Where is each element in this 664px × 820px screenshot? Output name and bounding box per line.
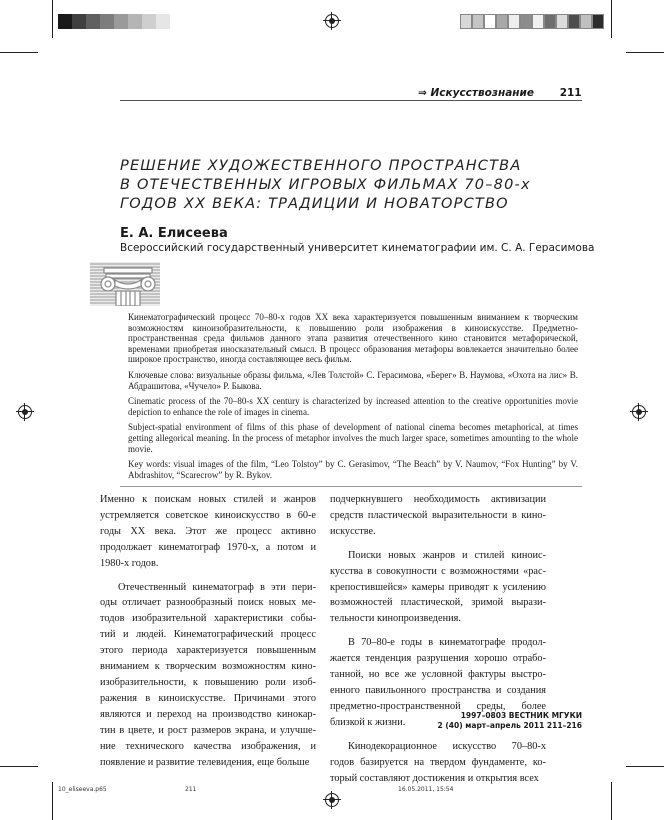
title-line: В ОТЕЧЕСТВЕННЫХ ИГРОВЫХ ФИЛЬМАХ 70–80-х (120, 177, 531, 193)
text-line: предметно-пространственной среды, более (330, 700, 546, 712)
text-line: появление и развитие телевидения, еще больше (100, 756, 310, 768)
text-line: енного павильонного пространства и создания (330, 684, 546, 696)
page-number: 211 (559, 87, 582, 99)
body-column-left (100, 492, 316, 770)
text-line: искусстве. (330, 525, 376, 537)
text-line: Поиски новых жанров и стилей киноис- (348, 549, 546, 561)
arrow-icon: ⇒ (418, 87, 427, 99)
text-line: годы XX века. Этот же процесс активно (100, 525, 316, 537)
text-line: Отечественный кинематограф в эти пери- (118, 581, 316, 593)
text-line: близкой к жизни. (330, 716, 406, 728)
text-line: торый составляют достижения и открытия всех (330, 772, 539, 784)
color-swatch (544, 14, 556, 29)
text-line: вниманием к творческим возможностям кино- (100, 661, 316, 673)
text-line: крепостившейся» камеры приводят к усилению (330, 581, 546, 593)
author-name: Е. А. Елисеева (120, 226, 228, 241)
text-line: жается тенденция разрушения хорошо отрабо- (330, 653, 546, 665)
text-line: ражения в киноискусстве. Причинами этого (100, 692, 316, 704)
text-line: оды отличает разнообразный поиск новых ме- (100, 597, 316, 609)
color-swatch (72, 14, 86, 29)
journal-issue: 2 (40) март–апрель 2011 211–216 (437, 721, 582, 730)
text-line: ние технического качества изображения, и (100, 740, 316, 752)
paragraph-gap (330, 731, 546, 739)
color-swatch (114, 14, 128, 29)
text-line: кусства в совокупности с возможностями «рас- (330, 565, 546, 577)
color-swatch (128, 14, 142, 29)
text-line: годов базируется на твердом фундаменте, ко- (330, 756, 546, 768)
journal-footer (438, 711, 582, 731)
article-title (120, 157, 580, 214)
crop-mark (626, 766, 664, 767)
author-affiliation: Всероссийский государственный университет кинематографии им. С. А. Герасимова (120, 242, 595, 254)
color-swatch (556, 14, 568, 29)
crop-mark (52, 0, 53, 38)
registration-mark-icon (325, 14, 339, 28)
color-swatch (532, 14, 544, 29)
color-swatch (568, 14, 580, 29)
text-line: устремляется советское киноискусство в 60-е (100, 509, 316, 521)
section-name: Искусствознание (430, 87, 535, 99)
text-line: средств пластической выразительности в кино- (330, 509, 546, 521)
paragraph-gap (100, 572, 316, 580)
text-line: подчеркнувшего необходимость активизации (330, 494, 546, 505)
text-line: тин в цвете, и рост размеров экрана, и улучше- (100, 724, 316, 736)
color-swatch (508, 14, 520, 29)
paragraph-gap (330, 540, 546, 548)
color-swatch (142, 14, 156, 29)
registration-mark-icon (18, 405, 32, 419)
abstract-ru: Кинематографический процесс 70–80-х годов XX века характеризуется повышенным вниманием к творческим возможностям киноизобразительности, к повышению роли изображения в киноискусстве. Предметно-пространственная среда фильмов данного этапа развития отечественного кино становится метафорической, временами приобретая иносказательный смысл. В процесс образования метафоры вовлекается значительно более широкое пространство, иногда составляющее весь фильм. (128, 312, 578, 365)
text-line: этого периода характеризуется повышенным (100, 645, 316, 657)
color-swatch (592, 14, 604, 29)
text-line: В 70–80-е годы в кинематографе продол- (348, 637, 546, 649)
crop-mark (611, 0, 612, 38)
slug-file: 10_eliseeva.p65 (58, 786, 107, 793)
text-line: танной, но все же условной фактуры выстро- (330, 669, 546, 681)
crop-mark (626, 52, 664, 53)
registration-mark-icon (325, 793, 339, 807)
text-line: являются и переход на производство кинокар- (100, 708, 316, 720)
color-swatch (100, 14, 114, 29)
registration-mark-icon (632, 405, 646, 419)
abstract-en-1: Cinematic process of the 70–80-s XX century is characterized by increased attention to the creative opportunities movie depiction to enhance the role of images in cinema. (128, 396, 578, 417)
text-line: Кинодекорационное искусство 70–80-х (348, 740, 546, 752)
column-capital-logo (90, 262, 160, 306)
header-rule (120, 100, 582, 101)
color-swatch (496, 14, 508, 29)
color-swatch (472, 14, 484, 29)
color-swatch (520, 14, 532, 29)
slug-page: 211 (185, 786, 197, 793)
slug-timestamp: 16.05.2011, 15:54 (398, 786, 454, 793)
title-line: РЕШЕНИЕ ХУДОЖЕСТВЕННОГО ПРОСТРАНСТВА (120, 158, 522, 174)
journal-issn: 1997–0803 ВЕСТНИК МГУКИ (460, 711, 582, 720)
body-column-right (330, 492, 546, 786)
color-swatch (460, 14, 472, 29)
crop-mark (611, 782, 612, 820)
running-header (418, 87, 582, 99)
paragraph-gap (330, 627, 546, 635)
keywords-ru: Ключевые слова: визуальные образы фильма, «Лев Толстой» С. Герасимова, «Берег» В. Наумова, «Охота на лис» В. Абдрашитова, «Чучело» Р. Быкова. (128, 369, 578, 391)
color-swatch (86, 14, 100, 29)
text-line: 1980-х годов. (100, 557, 159, 569)
crop-mark (52, 782, 53, 820)
text-line: изобразительности, к повышению роли изоб- (100, 676, 316, 688)
color-swatch (156, 14, 170, 29)
abstract-en-2: Subject-spatial environment of films of this phase of development of national cinema becomes metaphorical, at times getting allegorical meaning. In the process of metaphor involves the much larger space, sometimes amounting to the whole movie. (128, 422, 578, 454)
keywords-en: Key words: visual images of the film, “Leo Tolstoy” by C. Gerasimov, “The Beach” by V. Naumov, “Fox Hunting” by V. Abdrashitov, “Scarecrow” by R. Bykov. (128, 459, 578, 480)
abstract-divider (120, 486, 582, 487)
text-line: Именно к поискам новых стилей и жанров (100, 494, 316, 505)
text-line: возможностей пластической, зримой вырази- (330, 597, 546, 609)
color-swatch (484, 14, 496, 29)
crop-mark (0, 52, 38, 53)
text-line: тодов изобразительной характеристики собы- (100, 613, 316, 625)
title-line: ГОДОВ XX ВЕКА: ТРАДИЦИИ И НОВАТОРСТВО (120, 196, 509, 212)
color-swatch (58, 14, 72, 29)
text-line: продолжает кинематограф 1970-х, а потом и (100, 541, 316, 553)
abstract-block (128, 312, 578, 485)
color-swatch (580, 14, 592, 29)
text-line: тельности кинопроизведения. (330, 613, 461, 625)
text-line: тий и людей. Кинематографический процесс (100, 629, 316, 641)
crop-mark (0, 766, 38, 767)
